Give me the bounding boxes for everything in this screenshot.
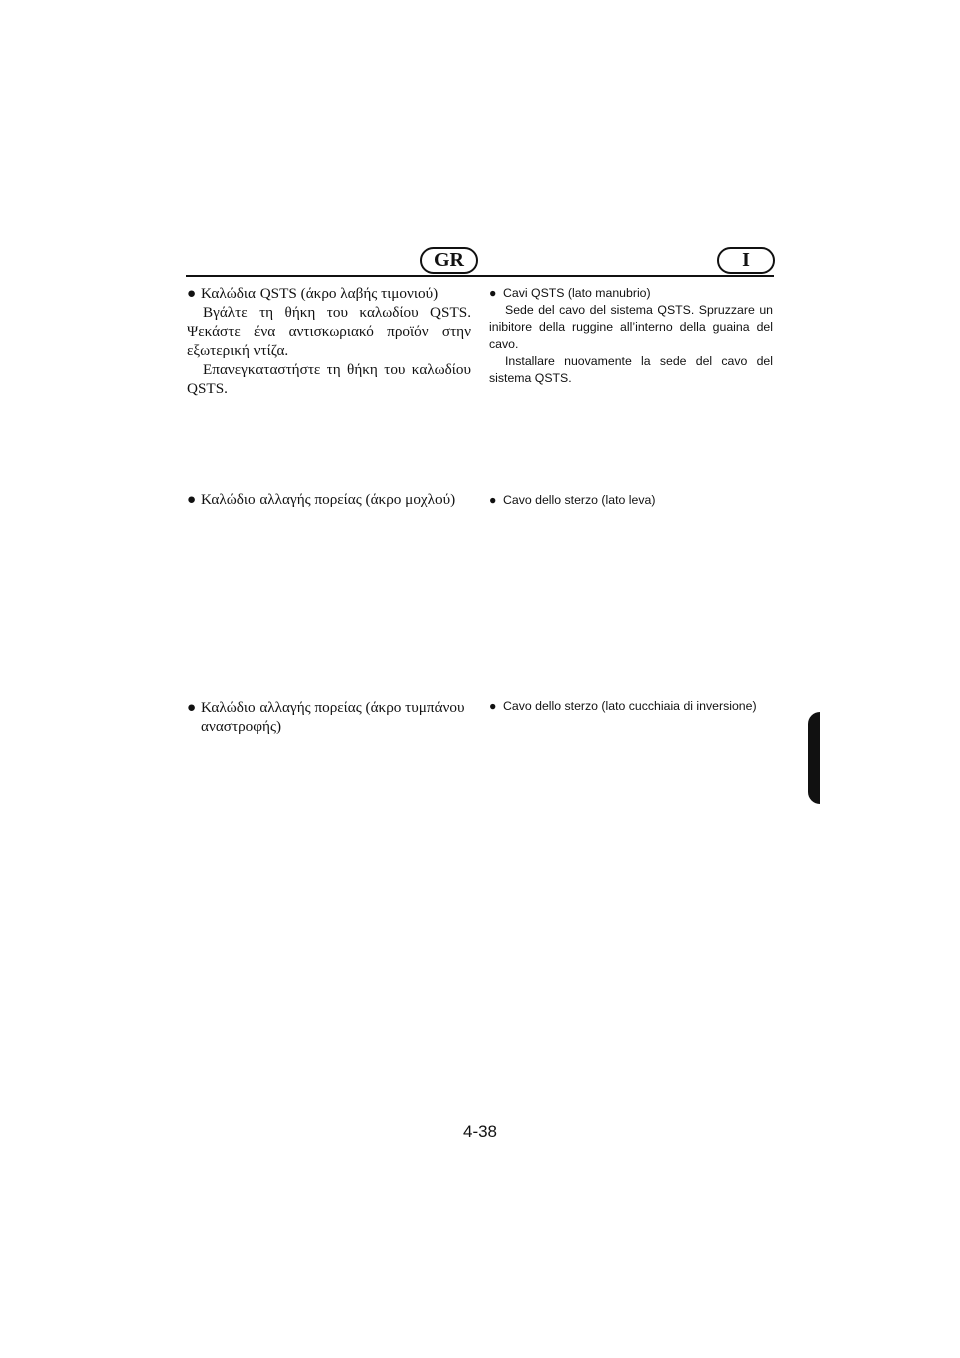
italian-item-reverse-heading	[489, 698, 773, 715]
language-badge-i: I	[717, 247, 775, 274]
greek-item-qsts-heading	[187, 284, 471, 303]
chapter-thumb-tab	[808, 712, 820, 804]
bullet-icon: ●	[187, 285, 197, 302]
greek-item-reverse-heading	[187, 698, 471, 717]
italian-item-lever-title: Cavo dello sterzo (lato leva)	[503, 493, 656, 507]
italian-item-qsts	[489, 285, 773, 387]
greek-item-lever	[187, 490, 471, 509]
italian-item-reverse-title: Cavo dello sterzo (lato cucchiaia di inversione)	[503, 699, 757, 713]
greek-item-qsts	[187, 284, 471, 398]
bullet-icon: ●	[489, 699, 497, 713]
header-rule	[186, 275, 774, 277]
bullet-icon: ●	[489, 286, 497, 300]
greek-item-lever-heading	[187, 490, 471, 509]
greek-item-qsts-para-1: Βγάλτε τη θήκη του καλωδίου QSTS. Ψεκάστε ένα αντισκωριακό προϊόν στην εξωτερική ντίζα.	[187, 304, 471, 359]
bullet-icon: ●	[489, 493, 497, 507]
italian-item-qsts-para-1: Sede del cavo del sistema QSTS. Spruzzare un inibitore della ruggine all’interno della guaina del cavo.	[489, 303, 773, 351]
italian-item-qsts-title: Cavi QSTS (lato manubrio)	[503, 286, 651, 300]
italian-item-reverse	[489, 698, 773, 715]
italian-item-lever	[489, 492, 773, 509]
italian-item-lever-heading	[489, 492, 773, 509]
bullet-icon: ●	[187, 699, 197, 716]
greek-item-reverse-title-line1: Καλώδιο αλλαγής πορείας (άκρο τυμπάνου	[201, 699, 465, 716]
greek-item-qsts-para-2: Επανεγκαταστήστε τη θήκη του καλωδίου QSTS.	[187, 361, 471, 397]
greek-item-lever-title: Καλώδιο αλλαγής πορείας (άκρο μοχλού)	[201, 491, 456, 508]
italian-item-qsts-para-2: Installare nuovamente la sede del cavo del sistema QSTS.	[489, 354, 773, 385]
language-badge-gr: GR	[420, 247, 478, 274]
greek-item-reverse-title-line2: αναστροφής)	[201, 718, 282, 735]
italian-item-qsts-heading	[489, 285, 773, 302]
bullet-icon: ●	[187, 491, 197, 508]
greek-item-reverse	[187, 698, 471, 736]
page-number: 4-38	[462, 1122, 498, 1141]
greek-item-qsts-title: Καλώδια QSTS (άκρο λαβής τιμονιού)	[201, 285, 439, 302]
